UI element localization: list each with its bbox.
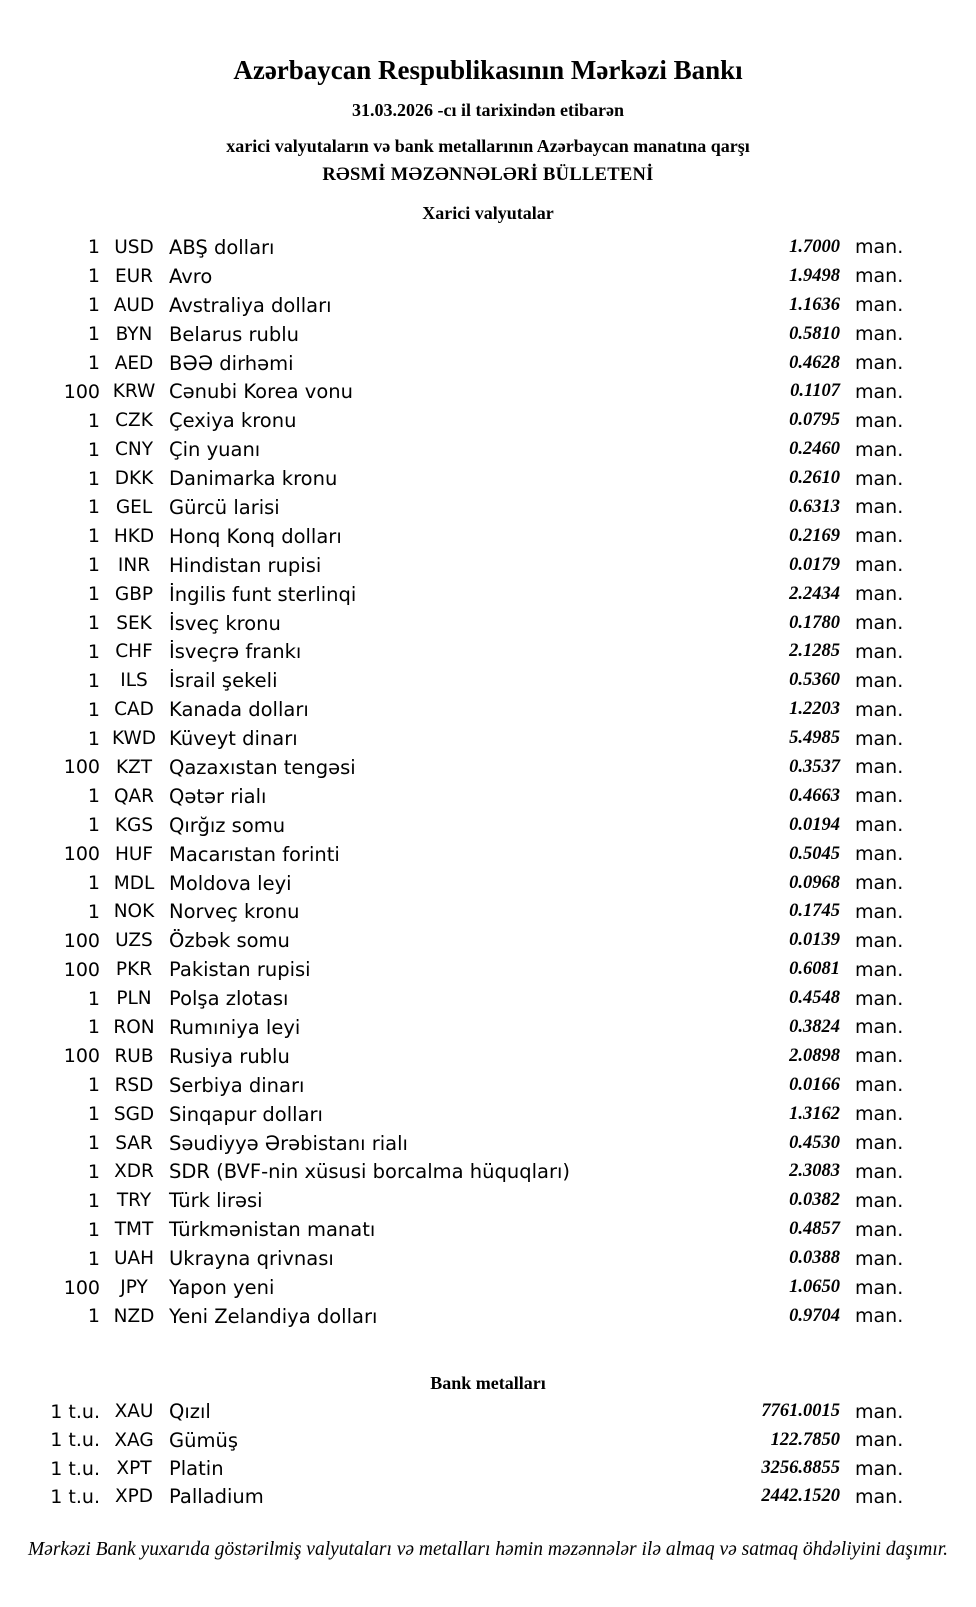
currency-row xyxy=(0,1100,976,1129)
metal-name: Palladium xyxy=(169,1485,264,1509)
currency-quantity: 1 xyxy=(87,438,100,461)
currency-code: HUF xyxy=(114,843,154,865)
currency-quantity: 1 xyxy=(87,1189,100,1212)
currency-name: Polşa zlotası xyxy=(169,987,289,1011)
currency-quantity: 1 xyxy=(87,669,100,692)
currency-row xyxy=(0,724,976,753)
currency-code: INR xyxy=(117,554,151,576)
currency-rate: 2.1285 xyxy=(789,641,840,662)
currency-rate: 0.0382 xyxy=(789,1190,840,1211)
manat-unit-label: man. xyxy=(855,929,904,952)
currency-quantity: 1 xyxy=(87,814,100,837)
metal-name: Qızıl xyxy=(169,1400,211,1424)
currency-quantity: 1 xyxy=(87,785,100,808)
currency-quantity: 1 xyxy=(87,265,100,288)
currency-quantity: 1 xyxy=(87,236,100,259)
currency-quantity: 1 xyxy=(87,872,100,895)
metal-quantity: 1 t.u. xyxy=(50,1429,100,1452)
currency-row xyxy=(0,1244,976,1273)
currency-name: İngilis funt sterlinqi xyxy=(169,582,357,606)
currency-rate: 0.1107 xyxy=(790,381,840,402)
manat-unit-label: man. xyxy=(855,467,904,490)
currency-rate: 0.5045 xyxy=(789,843,840,864)
currency-code: RUB xyxy=(114,1045,154,1067)
currency-name: Qətər rialı xyxy=(169,784,267,808)
metal-code: XPD xyxy=(114,1486,154,1508)
currency-quantity: 1 xyxy=(87,352,100,374)
currency-row xyxy=(0,580,976,609)
currency-row xyxy=(0,811,976,840)
metal-row xyxy=(0,1483,976,1511)
currency-quantity: 1 xyxy=(87,1160,100,1183)
manat-unit-label: man. xyxy=(855,1016,904,1039)
currency-quantity: 1 xyxy=(87,525,100,548)
currency-name: Rusiya rublu xyxy=(169,1044,290,1068)
manat-unit-label: man. xyxy=(855,843,904,866)
currency-row xyxy=(0,1215,976,1244)
manat-unit-label: man. xyxy=(855,1400,904,1423)
metal-quantity: 1 t.u. xyxy=(50,1400,100,1423)
currency-row xyxy=(0,869,976,898)
currency-row xyxy=(0,897,976,926)
currency-row xyxy=(0,522,976,551)
currency-code: CHF xyxy=(115,641,153,663)
currency-rate: 0.0166 xyxy=(789,1074,840,1095)
currency-name: Macarıstan forinti xyxy=(169,842,340,866)
manat-unit-label: man. xyxy=(855,525,904,548)
currency-row xyxy=(0,1129,976,1158)
currencies-section-heading: Xarici valyutalar xyxy=(422,203,554,223)
currency-quantity: 1 xyxy=(87,467,100,490)
metal-code: XPT xyxy=(116,1458,152,1480)
currency-name: Belarus rublu xyxy=(169,322,300,346)
currency-quantity: 1 xyxy=(87,409,100,432)
currency-row xyxy=(0,1158,976,1187)
currency-name: Səudiyyə Ərəbistanı rialı xyxy=(169,1131,408,1155)
currency-name: İsrail şekeli xyxy=(169,669,278,693)
currency-name: Hindistan rupisi xyxy=(169,553,322,577)
currency-code: KWD xyxy=(111,728,156,750)
currency-quantity: 100 xyxy=(63,843,100,866)
currency-quantity: 1 xyxy=(87,727,100,750)
currency-code: BYN xyxy=(115,323,153,345)
currency-quantity: 1 xyxy=(87,640,100,663)
currency-rate: 1.7000 xyxy=(789,236,840,257)
currency-row xyxy=(0,1042,976,1071)
manat-unit-label: man. xyxy=(855,872,904,895)
currency-name: İsveçrə frankı xyxy=(169,640,302,664)
currency-code: SEK xyxy=(116,612,152,634)
currency-rate: 0.2610 xyxy=(789,468,840,489)
currency-code: RSD xyxy=(114,1074,154,1096)
currency-name: ABŞ dolları xyxy=(169,235,275,259)
currency-rate: 2.0898 xyxy=(789,1045,840,1066)
currency-quantity: 1 xyxy=(87,612,100,635)
manat-unit-label: man. xyxy=(855,756,904,779)
manat-unit-label: man. xyxy=(855,1247,904,1270)
currency-name: Cənubi Korea vonu xyxy=(169,380,353,404)
currency-name: SDR (BVF-nin xüsusi borcalma hüquqları) xyxy=(169,1160,571,1184)
currency-code: ILS xyxy=(120,670,148,692)
currency-row xyxy=(0,377,976,406)
currency-quantity: 100 xyxy=(63,1045,100,1068)
currency-rate: 0.0388 xyxy=(789,1248,840,1269)
manat-unit-label: man. xyxy=(855,1074,904,1097)
currency-name: Qırğız somu xyxy=(169,813,286,837)
currency-row xyxy=(0,233,976,262)
disclaimer-text: Mərkəzi Bank yuxarıda göstərilmiş valyutaları və metalları həmin məzənnələr ilə almaq və satmaq öhdəliyini daşımır. xyxy=(27,1539,949,1561)
currency-name: Sinqapur dolları xyxy=(169,1102,323,1126)
currency-row xyxy=(0,1302,976,1331)
bank-name-title: Azərbaycan Respublikasının Mərkəzi Bankı xyxy=(233,55,743,85)
currency-name: Moldova leyi xyxy=(169,871,292,895)
currency-rate: 0.3824 xyxy=(789,1016,840,1037)
metal-rate: 122.7850 xyxy=(770,1429,840,1450)
manat-unit-label: man. xyxy=(855,265,904,288)
manat-unit-label: man. xyxy=(855,785,904,808)
currency-row xyxy=(0,349,976,378)
currency-name: Özbək somu xyxy=(169,929,290,953)
manat-unit-label: man. xyxy=(855,1160,904,1183)
currency-rate: 0.5810 xyxy=(789,323,840,344)
currency-row xyxy=(0,955,976,984)
currency-row xyxy=(0,435,976,464)
metal-row xyxy=(0,1426,976,1454)
currency-code: AUD xyxy=(113,294,155,316)
manat-unit-label: man. xyxy=(855,409,904,432)
currency-rate: 0.4857 xyxy=(789,1219,840,1240)
currency-quantity: 1 xyxy=(87,1305,100,1328)
metal-code: XAG xyxy=(114,1429,154,1451)
currency-name: Türkmənistan manatı xyxy=(169,1218,376,1242)
currencies-table xyxy=(0,233,976,1331)
currency-row xyxy=(0,291,976,320)
currency-name: Yapon yeni xyxy=(169,1276,275,1299)
currency-code: DKK xyxy=(114,468,154,490)
currency-rate: 0.3537 xyxy=(789,756,840,777)
currency-code: TRY xyxy=(116,1190,152,1212)
currency-quantity: 100 xyxy=(63,756,100,779)
currency-name: Çin yuanı xyxy=(169,438,261,462)
currency-row xyxy=(0,1013,976,1042)
manat-unit-label: man. xyxy=(855,1305,904,1328)
currency-code: CNY xyxy=(114,439,154,461)
manat-unit-label: man. xyxy=(855,1485,904,1508)
currency-rate: 5.4985 xyxy=(789,728,840,749)
manat-unit-label: man. xyxy=(855,236,904,259)
currency-quantity: 1 xyxy=(87,987,100,1010)
currency-rate: 0.0139 xyxy=(789,930,840,951)
metal-row xyxy=(0,1398,976,1426)
currency-quantity: 1 xyxy=(87,1218,100,1241)
metal-name: Platin xyxy=(169,1457,224,1481)
currency-quantity: 1 xyxy=(87,1247,100,1270)
manat-unit-label: man. xyxy=(855,640,904,663)
bulletin-title: RƏSMİ MƏZƏNNƏLƏRİ BÜLLETENİ xyxy=(322,165,654,185)
currency-name: Kanada dolları xyxy=(169,698,309,722)
currency-quantity: 1 xyxy=(87,496,100,519)
currency-row xyxy=(0,1071,976,1100)
currency-rate: 0.9704 xyxy=(789,1305,840,1326)
manat-unit-label: man. xyxy=(855,380,904,403)
manat-unit-label: man. xyxy=(855,554,904,577)
currency-name: Norveç kronu xyxy=(169,900,300,924)
currency-name: İsveç kronu xyxy=(169,611,281,635)
currency-rate: 0.2169 xyxy=(789,525,840,546)
metal-quantity: 1 t.u. xyxy=(50,1485,100,1508)
currency-rate: 0.2460 xyxy=(789,439,840,460)
currency-code: KRW xyxy=(112,381,156,403)
currency-code: NZD xyxy=(113,1305,155,1327)
metal-name: Gümüş xyxy=(169,1428,238,1452)
currency-quantity: 1 xyxy=(87,323,100,346)
currency-code: PLN xyxy=(116,988,152,1010)
currency-code: KGS xyxy=(114,814,154,836)
currency-quantity: 1 xyxy=(87,554,100,577)
currency-name: Gürcü larisi xyxy=(169,495,280,519)
currency-code: CAD xyxy=(114,699,154,721)
currency-row xyxy=(0,984,976,1013)
currency-row xyxy=(0,262,976,291)
manat-unit-label: man. xyxy=(855,496,904,519)
currency-rate: 0.4628 xyxy=(789,352,840,373)
metal-rate: 3256.8855 xyxy=(761,1458,840,1479)
currency-row xyxy=(0,666,976,695)
currency-code: GBP xyxy=(114,583,154,605)
currency-code: NOK xyxy=(113,901,155,923)
currency-rate: 0.0194 xyxy=(789,814,840,835)
metal-row xyxy=(0,1454,976,1482)
currency-quantity: 1 xyxy=(87,698,100,721)
manat-unit-label: man. xyxy=(855,1276,904,1299)
currency-rate: 1.2203 xyxy=(789,699,840,720)
currency-name: Avro xyxy=(169,264,213,288)
currency-row xyxy=(0,840,976,869)
currency-rate: 0.4530 xyxy=(789,1132,840,1153)
currency-name: Honq Konq dolları xyxy=(169,524,342,548)
currency-quantity: 1 xyxy=(87,294,100,317)
metal-rate: 7761.0015 xyxy=(761,1401,840,1422)
manat-unit-label: man. xyxy=(855,987,904,1010)
metal-code: XAU xyxy=(114,1401,154,1423)
manat-unit-label: man. xyxy=(855,727,904,750)
currency-name: Pakistan rupisi xyxy=(169,958,311,982)
currency-code: HKD xyxy=(113,525,155,547)
currency-quantity: 1 xyxy=(87,583,100,606)
currency-row xyxy=(0,926,976,955)
currency-code: JPY xyxy=(120,1277,148,1298)
currency-code: CZK xyxy=(115,410,153,432)
currency-code: EUR xyxy=(114,265,154,287)
currency-row xyxy=(0,1186,976,1215)
currency-rate: 0.5360 xyxy=(789,670,840,691)
manat-unit-label: man. xyxy=(855,352,904,374)
manat-unit-label: man. xyxy=(855,1132,904,1155)
currency-name: Rumıniya leyi xyxy=(169,1015,301,1039)
manat-unit-label: man. xyxy=(855,1189,904,1212)
metals-table xyxy=(0,1398,976,1511)
currency-row xyxy=(0,464,976,493)
currency-rate: 0.1745 xyxy=(789,901,840,922)
currency-rate: 0.4548 xyxy=(789,988,840,1009)
currency-rate: 1.3162 xyxy=(789,1103,840,1124)
manat-unit-label: man. xyxy=(855,323,904,346)
currency-rate: 0.4663 xyxy=(789,785,840,806)
currency-rate: 1.0650 xyxy=(789,1277,840,1297)
manat-unit-label: man. xyxy=(855,583,904,606)
metals-section-heading: Bank metalları xyxy=(430,1372,546,1393)
currency-name: Danimarka kronu xyxy=(169,467,338,491)
currency-code: SAR xyxy=(115,1132,153,1154)
currency-quantity: 1 xyxy=(87,1016,100,1039)
currency-row xyxy=(0,695,976,724)
manat-unit-label: man. xyxy=(855,698,904,721)
currency-code: GEL xyxy=(115,496,153,518)
subtitle-line: xarici valyutaların və bank metallarının Azərbaycan manatına qarşı xyxy=(226,136,750,156)
manat-unit-label: man. xyxy=(855,1103,904,1126)
metal-quantity: 1 t.u. xyxy=(50,1457,100,1480)
currency-rate: 1.1636 xyxy=(789,294,840,315)
currency-row xyxy=(0,406,976,435)
currency-rate: 1.9498 xyxy=(789,265,840,286)
currency-name: Çexiya kronu xyxy=(169,409,297,433)
currency-quantity: 1 xyxy=(87,900,100,923)
currency-code: XDR xyxy=(114,1161,154,1183)
currency-rate: 2.3083 xyxy=(789,1161,840,1182)
metal-rate: 2442.1520 xyxy=(761,1486,840,1507)
currency-code: USD xyxy=(114,236,154,258)
currency-rate: 0.0968 xyxy=(789,872,840,893)
currency-rate: 0.0795 xyxy=(789,410,840,431)
manat-unit-label: man. xyxy=(855,438,904,461)
currency-row xyxy=(0,493,976,522)
manat-unit-label: man. xyxy=(855,294,904,317)
currency-code: QAR xyxy=(113,785,155,807)
currency-rate: 2.2434 xyxy=(789,583,840,604)
manat-unit-label: man. xyxy=(855,1218,904,1241)
manat-unit-label: man. xyxy=(855,1429,904,1452)
currency-row xyxy=(0,782,976,811)
manat-unit-label: man. xyxy=(855,669,904,692)
currency-code: RON xyxy=(113,1016,155,1038)
currency-name: Türk lirəsi xyxy=(169,1189,263,1213)
currency-row xyxy=(0,609,976,638)
currency-quantity: 100 xyxy=(63,958,100,981)
currency-row xyxy=(0,1273,976,1302)
currency-name: Küveyt dinarı xyxy=(169,727,298,751)
currency-name: Ukrayna qrivnası xyxy=(169,1247,334,1271)
manat-unit-label: man. xyxy=(855,1457,904,1480)
currency-code: KZT xyxy=(115,756,153,778)
manat-unit-label: man. xyxy=(855,612,904,635)
currency-row xyxy=(0,320,976,349)
currency-quantity: 1 xyxy=(87,1132,100,1155)
currency-code: UAH xyxy=(113,1248,155,1270)
currency-name: BƏƏ dirhəmi xyxy=(169,351,294,375)
currency-code: MDL xyxy=(113,872,155,894)
manat-unit-label: man. xyxy=(855,1045,904,1068)
currency-rate: 0.0179 xyxy=(789,554,840,575)
currency-rate: 0.1780 xyxy=(789,612,840,633)
currency-row xyxy=(0,551,976,580)
currency-code: UZS xyxy=(115,930,153,952)
currency-quantity: 1 xyxy=(87,1074,100,1097)
currency-code: AED xyxy=(114,352,154,374)
currency-row xyxy=(0,637,976,666)
currency-name: Avstraliya dolları xyxy=(169,293,332,317)
manat-unit-label: man. xyxy=(855,958,904,981)
currency-row xyxy=(0,753,976,782)
currency-code: PKR xyxy=(115,959,153,981)
currency-quantity: 100 xyxy=(63,929,100,952)
currency-quantity: 100 xyxy=(63,380,100,403)
currency-rate: 0.6081 xyxy=(789,959,840,980)
currency-name: Serbiya dinarı xyxy=(169,1073,305,1097)
currency-quantity: 100 xyxy=(63,1276,100,1299)
currency-code: TMT xyxy=(114,1219,154,1241)
currency-code: SGD xyxy=(113,1103,155,1125)
currency-name: Qazaxıstan tengəsi xyxy=(169,755,356,779)
manat-unit-label: man. xyxy=(855,900,904,923)
manat-unit-label: man. xyxy=(855,814,904,837)
currency-rate: 0.6313 xyxy=(789,496,840,517)
currency-quantity: 1 xyxy=(87,1103,100,1126)
currency-name: Yeni Zelandiya dolları xyxy=(169,1304,378,1328)
effective-date-line: 31.03.2026 -cı il tarixindən etibarən xyxy=(352,100,624,120)
